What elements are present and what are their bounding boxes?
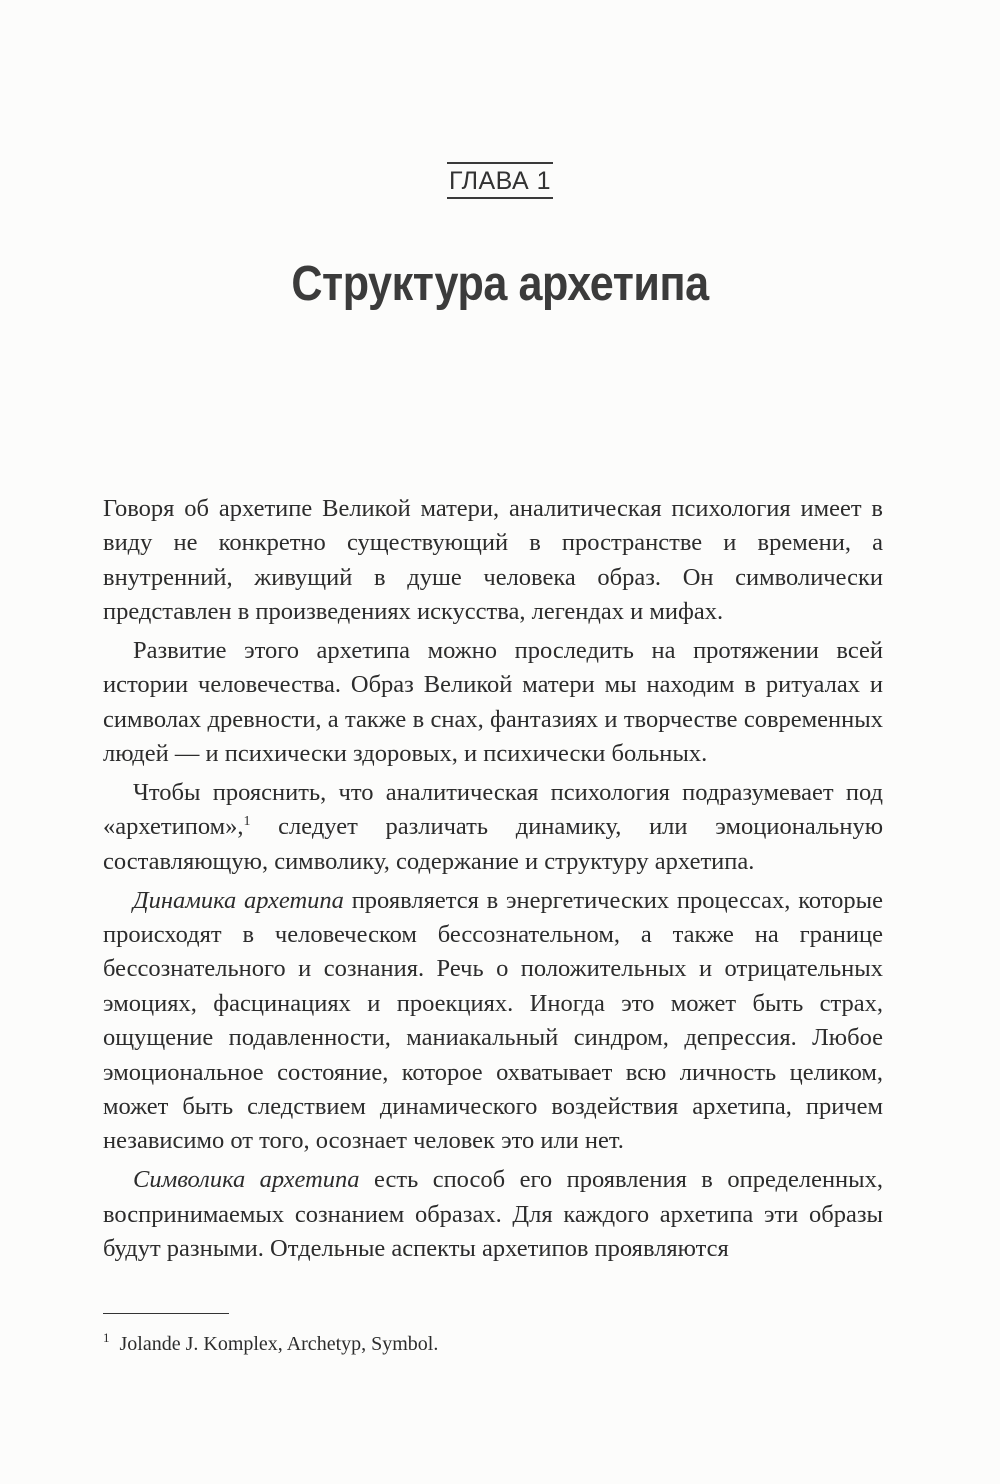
footnote-reference: 1 bbox=[243, 814, 251, 830]
paragraph-4-text: проявляется в энергетических процессах, которые происходят в человеческом бессознательном, а также на границе бессознательного и сознания. Речь о положительных и отрицательных эмоциях, фасцинациях и проекциях. Иногда это может быть страх, ощущение подавленности, маниакальный синдром, депрессия. Любое эмоциональное состояние, которое охватывает всю личность целиком, может быть следствием динамического воздействия архетипа, причем независимо от того, осознает человек это или нет. bbox=[103, 886, 884, 1155]
paragraph-2: Развитие этого архетипа можно проследить на протяжении всей истории человечества. Образ Великой матери мы находим в ритуалах и символах древности, а также в снах, фантазиях и творчестве современных людей — и психически здоровых, и психически больных. bbox=[103, 637, 883, 768]
paragraph-1: Говоря об архетипе Великой матери, аналитическая психология имеет в виду не конкретно существующий в пространстве и времени, а внутренний, живущий в душе человека образ. Он символически представлен в произведениях искусства, легендах и мифах. bbox=[103, 495, 883, 626]
paragraph-3-text-after: следует различать динамику, или эмоциональную составляющую, символику, содержание и структуру архетипа. bbox=[103, 813, 883, 875]
footnote-text: Jolande J. Komplex, Archetyp, Symbol. bbox=[119, 1333, 439, 1355]
chapter-title: Структура архетипа bbox=[291, 257, 709, 311]
paragraph-3 bbox=[103, 776, 883, 879]
chapter-label bbox=[0, 162, 1000, 199]
footnote-divider bbox=[103, 1313, 229, 1314]
term-symbolism: Символика архетипа bbox=[133, 1166, 360, 1194]
chapter-number: ГЛАВА 1 bbox=[447, 162, 553, 199]
paragraph-5-text: есть способ его проявления в определенных, воспринимаемых сознанием образах. Для каждого архетипа эти образы будут разными. Отдельные аспекты архетипов проявляются bbox=[103, 1166, 883, 1263]
footnote-mark: 1 bbox=[103, 1330, 110, 1345]
footnote bbox=[103, 1330, 438, 1358]
body-text bbox=[103, 492, 883, 1271]
paragraph-5 bbox=[103, 1163, 883, 1266]
paragraph-3-text-before: Чтобы прояснить, что аналитическая психология подразумевает под «архетипом», bbox=[103, 779, 883, 841]
paragraph-4 bbox=[103, 884, 883, 1159]
term-dynamics: Динамика архетипа bbox=[133, 886, 344, 914]
